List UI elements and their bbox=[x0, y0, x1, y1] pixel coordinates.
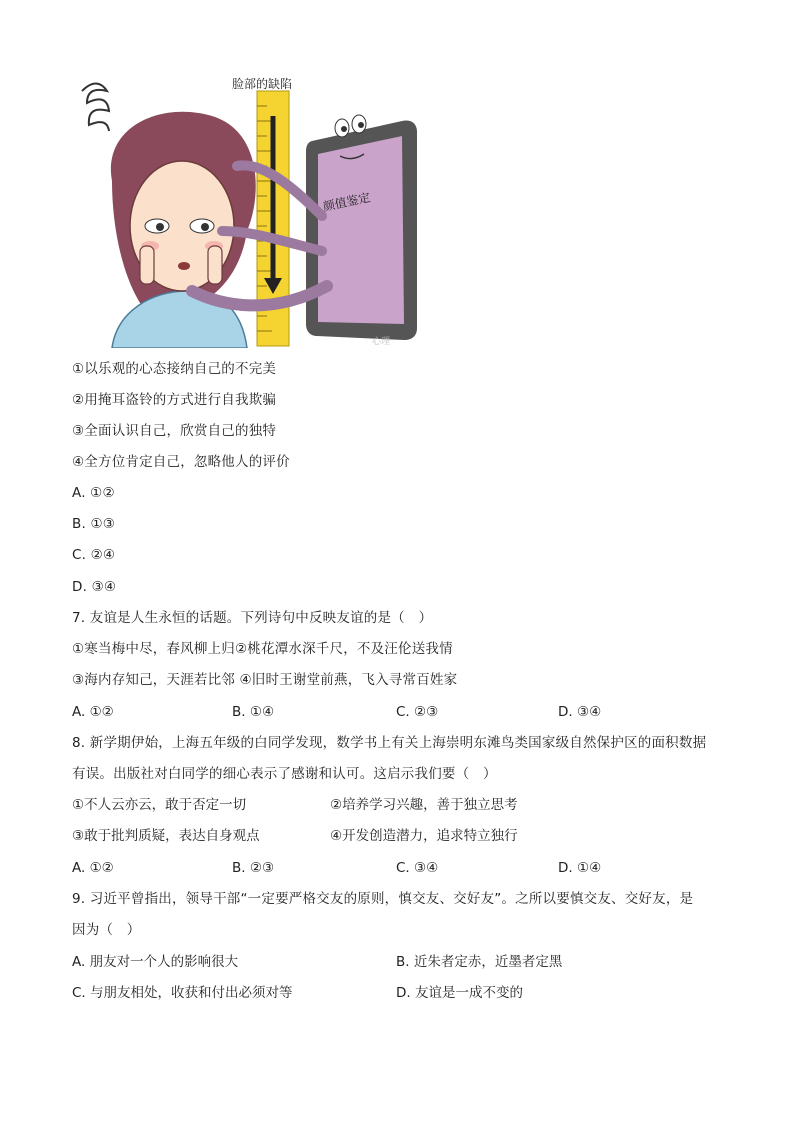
q9-option-b[interactable]: B. 近朱者定赤，近墨者定黑 bbox=[396, 954, 563, 970]
phone-screen bbox=[318, 136, 404, 324]
q6-option-c[interactable]: C. ②④ bbox=[72, 547, 116, 563]
q8-item-4: ④开发创造潜力，追求特立独行 bbox=[330, 828, 518, 844]
q8-item-2: ②培养学习兴趣，善于独立思考 bbox=[330, 797, 518, 813]
cartoon-illustration bbox=[72, 66, 430, 348]
q7-option-c[interactable]: C. ②③ bbox=[396, 704, 439, 720]
q6-item-4: ④全方位肯定自己，忽略他人的评价 bbox=[72, 454, 290, 470]
q6-option-a[interactable]: A. ①② bbox=[72, 485, 115, 501]
watermark: 心理 bbox=[372, 337, 391, 347]
q6-option-d[interactable]: D. ③④ bbox=[72, 579, 117, 595]
q8-item-3: ③敢于批判质疑，表达自身观点 bbox=[72, 828, 260, 844]
q7-option-d[interactable]: D. ③④ bbox=[558, 704, 602, 720]
q9-stem-line-1: 9. 习近平曾指出，领导干部“一定要严格交友的原则，慎交友、交好友”。之所以要慎交友、交好友，是 bbox=[72, 891, 694, 907]
q7-item-line-1: ①寒当梅中尽，春风柳上归②桃花潭水深千尺，不及汪伦送我情 bbox=[72, 641, 453, 657]
ruler-label: 脸部的缺陷 bbox=[232, 77, 293, 91]
cartoon-svg bbox=[72, 66, 430, 348]
q7-option-a[interactable]: A. ①② bbox=[72, 704, 114, 720]
q8-option-c[interactable]: C. ③④ bbox=[396, 860, 439, 876]
q6-item-1: ①以乐观的心态接纳自己的不完美 bbox=[72, 361, 277, 377]
q8-option-a[interactable]: A. ①② bbox=[72, 860, 114, 876]
q8-stem-line-2: 有误。出版社对白同学的细心表示了感谢和认可。这启示我们要（ ） bbox=[72, 766, 497, 782]
q6-option-b[interactable]: B. ①③ bbox=[72, 516, 116, 532]
q8-option-d[interactable]: D. ①④ bbox=[558, 860, 602, 876]
scribble-icon bbox=[82, 84, 109, 132]
q6-item-2: ②用掩耳盗铃的方式进行自我欺骗 bbox=[72, 392, 277, 408]
q9-option-a[interactable]: A. 朋友对一个人的影响很大 bbox=[72, 954, 239, 970]
q7-stem: 7. 友谊是人生永恒的话题。下列诗句中反映友谊的是（ ） bbox=[72, 610, 433, 626]
q8-item-1: ①不人云亦云，敢于否定一切 bbox=[72, 797, 247, 813]
q9-option-d[interactable]: D. 友谊是一成不变的 bbox=[396, 985, 523, 1001]
q9-stem-line-2: 因为（ ） bbox=[72, 922, 141, 938]
q8-stem-line-1: 8. 新学期伊始，上海五年级的白同学发现，数学书上有关上海崇明东滩鸟类国家级自然保护区的面积数据 bbox=[72, 735, 707, 751]
q6-item-3: ③全面认识自己，欣赏自己的独特 bbox=[72, 423, 277, 439]
screen-label: 颜值鉴定 bbox=[321, 190, 372, 214]
q9-option-c[interactable]: C. 与朋友相处，收获和付出必须对等 bbox=[72, 985, 293, 1001]
q7-option-b[interactable]: B. ①④ bbox=[232, 704, 275, 720]
q8-option-b[interactable]: B. ②③ bbox=[232, 860, 275, 876]
q7-item-line-2: ③海内存知己，天涯若比邻 ④旧时王谢堂前燕，飞入寻常百姓家 bbox=[72, 672, 458, 688]
